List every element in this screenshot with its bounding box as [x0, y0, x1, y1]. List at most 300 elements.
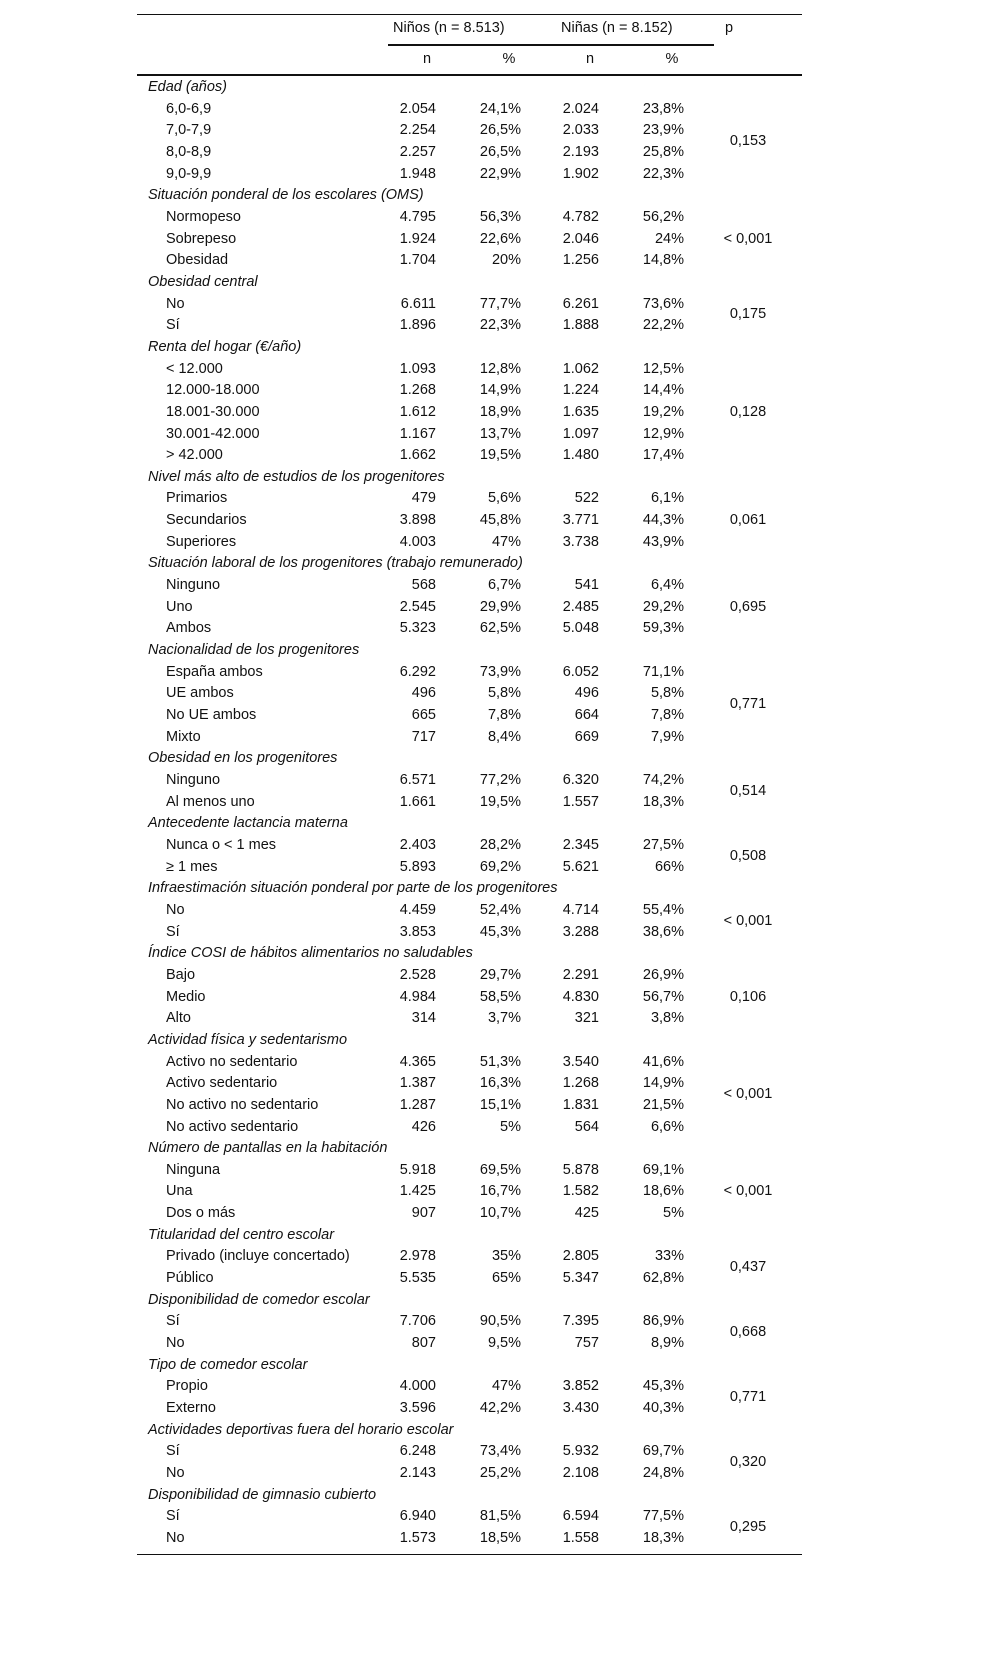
p-value-cell: 0,437	[729, 1259, 767, 1276]
table-row	[137, 1528, 802, 1550]
boys-pct-cell: 58,5%	[479, 988, 521, 1005]
variable-group	[137, 1290, 802, 1355]
girls-pct-cell: 27,5%	[642, 836, 684, 853]
boys-n-cell: 3.853	[399, 923, 436, 940]
row-label: Sí	[166, 923, 180, 940]
variable-group	[137, 640, 802, 748]
row-label: 7,0-7,9	[166, 122, 212, 139]
boys-pct-cell: 5%	[500, 1118, 521, 1135]
boys-pct-cell: 16,3%	[479, 1075, 521, 1092]
row-label: Nunca o < 1 mes	[166, 836, 277, 853]
boys-pct-cell: 7,8%	[487, 707, 521, 724]
header-bottom-rule	[137, 74, 802, 76]
row-label: Normopeso	[166, 208, 241, 225]
category-row	[137, 878, 802, 900]
girls-n-cell: 2.046	[562, 230, 599, 247]
table-row	[137, 1398, 802, 1420]
category-row	[137, 185, 802, 207]
category-label: Renta del hogar (€/año)	[148, 338, 302, 355]
table-row	[137, 294, 802, 316]
boys-n-cell: 2.978	[399, 1248, 436, 1265]
table-row	[137, 922, 802, 944]
category-row	[137, 943, 802, 965]
girls-n-cell: 5.878	[562, 1161, 599, 1178]
category-label: Nacionalidad de los progenitores	[148, 642, 360, 659]
boys-pct-cell: 73,9%	[479, 663, 521, 680]
boys-pct-cell: 77,7%	[479, 295, 521, 312]
boys-n-cell: 7.706	[399, 1313, 436, 1330]
girls-pct-cell: 14,9%	[642, 1075, 684, 1092]
table-row	[137, 402, 802, 424]
row-label: España ambos	[166, 663, 263, 680]
table-row	[137, 1463, 802, 1485]
boys-pct-cell: 12,8%	[479, 360, 521, 377]
table-row	[137, 1376, 802, 1398]
girls-pct-cell: 69,7%	[642, 1443, 684, 1460]
boys-pct-cell: 69,2%	[479, 858, 521, 875]
girls-n-cell: 1.831	[562, 1096, 599, 1113]
girls-pct-cell: 6,1%	[650, 490, 684, 507]
girls-pct-cell: 12,9%	[642, 425, 684, 442]
girls-pct-cell: 29,2%	[642, 598, 684, 615]
boys-pct-cell: 10,7%	[479, 1205, 521, 1222]
table-top-rule	[137, 14, 802, 15]
row-label: No UE ambos	[166, 707, 257, 724]
girls-n-cell: 5.048	[562, 620, 599, 637]
row-label: Propio	[166, 1378, 208, 1395]
table-row	[137, 359, 802, 381]
boys-n-cell: 314	[411, 1010, 436, 1027]
girls-pct-cell: 5,8%	[650, 685, 684, 702]
boys-n-cell: 1.167	[399, 425, 436, 442]
table-row	[137, 1160, 802, 1182]
p-value-cell: 0,153	[729, 133, 767, 150]
table-row	[137, 597, 802, 619]
row-label: ≥ 1 mes	[166, 858, 218, 875]
table-row	[137, 1506, 802, 1528]
boys-pct-cell: 52,4%	[479, 901, 521, 918]
boys-n-cell: 1.573	[399, 1529, 436, 1546]
table-row	[137, 727, 802, 749]
row-label: Ninguno	[166, 772, 221, 788]
boys-n-cell: 568	[411, 577, 436, 594]
boys-pct-cell: 16,7%	[479, 1183, 521, 1200]
girls-n-cell: 5.932	[562, 1443, 599, 1460]
boys-pct-cell: 20%	[491, 252, 521, 269]
category-row	[137, 1355, 802, 1377]
category-label: Edad (años)	[148, 79, 227, 95]
category-row	[137, 1420, 802, 1442]
row-label: Sí	[166, 317, 180, 334]
boys-n-cell: 6.611	[400, 295, 436, 312]
table-row	[137, 900, 802, 922]
variable-group	[137, 272, 802, 337]
category-label: Antecedente lactancia materna	[148, 815, 348, 832]
boys-n-cell: 2.254	[399, 122, 436, 139]
row-label: Obesidad	[166, 252, 229, 269]
girls-n-cell: 1.224	[562, 382, 599, 399]
table-row	[137, 683, 802, 705]
subheader-boys-n: n	[422, 51, 432, 67]
variable-group	[137, 185, 802, 272]
boys-pct-cell: 22,6%	[479, 230, 521, 247]
row-label: 6,0-6,9	[166, 100, 212, 117]
category-label: Actividad física y sedentarismo	[148, 1031, 348, 1048]
girls-pct-cell: 44,3%	[642, 512, 684, 529]
boys-pct-cell: 25,2%	[479, 1465, 521, 1481]
boys-n-cell: 5.323	[399, 620, 436, 637]
row-label: Sobrepeso	[166, 230, 237, 247]
girls-pct-cell: 19,2%	[642, 403, 684, 420]
header-group-rule	[388, 44, 714, 46]
boys-n-cell: 2.143	[399, 1465, 436, 1481]
category-row	[137, 337, 802, 359]
boys-n-cell: 479	[411, 490, 436, 507]
boys-pct-cell: 81,5%	[479, 1508, 521, 1525]
p-value-cell: < 0,001	[723, 912, 773, 929]
boys-n-cell: 717	[411, 728, 436, 745]
boys-pct-cell: 29,9%	[479, 598, 521, 615]
table-row	[137, 965, 802, 987]
girls-n-cell: 2.291	[562, 966, 599, 983]
girls-pct-cell: 17,4%	[642, 447, 684, 464]
girls-n-cell: 7.395	[562, 1313, 599, 1330]
girls-pct-cell: 7,9%	[650, 728, 684, 745]
girls-n-cell: 2.024	[562, 100, 599, 117]
table-row	[137, 1268, 802, 1290]
girls-n-cell: 2.033	[562, 122, 599, 139]
boys-pct-cell: 24,1%	[479, 100, 521, 117]
table-row	[137, 770, 802, 792]
girls-n-cell: 1.557	[562, 793, 599, 810]
girls-pct-cell: 33%	[654, 1248, 684, 1265]
p-value-cell: < 0,001	[723, 230, 773, 247]
boys-n-cell: 1.704	[399, 252, 436, 269]
girls-pct-cell: 43,9%	[642, 533, 684, 550]
boys-pct-cell: 51,3%	[479, 1053, 521, 1070]
girls-n-cell: 321	[574, 1010, 599, 1027]
row-label: Mixto	[166, 728, 201, 745]
variable-group	[137, 467, 802, 554]
boys-n-cell: 4.795	[399, 208, 436, 225]
boys-n-cell: 6.292	[399, 663, 436, 680]
girls-pct-cell: 18,6%	[642, 1183, 684, 1200]
p-value-cell: 0,295	[729, 1519, 767, 1536]
boys-pct-cell: 22,3%	[479, 317, 521, 334]
girls-n-cell: 664	[574, 707, 599, 724]
girls-n-cell: 6.320	[562, 772, 599, 788]
girls-pct-cell: 73,6%	[642, 295, 684, 312]
girls-n-cell: 1.558	[562, 1529, 599, 1546]
girls-pct-cell: 77,5%	[642, 1508, 684, 1525]
p-value-cell: 0,128	[729, 403, 767, 420]
table-row	[137, 1117, 802, 1139]
row-label: Activo no sedentario	[166, 1053, 298, 1070]
boys-n-cell: 2.403	[399, 836, 436, 853]
boys-n-cell: 907	[411, 1205, 436, 1222]
table-row	[137, 1333, 802, 1355]
girls-pct-cell: 40,3%	[642, 1400, 684, 1417]
row-label: Ambos	[166, 620, 212, 637]
boys-pct-cell: 28,2%	[479, 836, 521, 853]
boys-pct-cell: 18,9%	[479, 403, 521, 420]
category-label: Infraestimación situación ponderal por parte de los progenitores	[148, 880, 558, 897]
subheader-boys-pct: %	[502, 51, 516, 67]
category-row	[137, 1030, 802, 1052]
row-label: 9,0-9,9	[166, 165, 212, 182]
row-label: Ninguno	[166, 577, 221, 594]
boys-pct-cell: 77,2%	[479, 772, 521, 788]
girls-pct-cell: 86,9%	[642, 1313, 684, 1330]
table-row	[137, 510, 802, 532]
row-label: No	[166, 295, 185, 312]
girls-pct-cell: 18,3%	[642, 1529, 684, 1546]
girls-n-cell: 1.582	[562, 1183, 599, 1200]
boys-n-cell: 665	[411, 707, 436, 724]
table-row	[137, 380, 802, 402]
table-row	[137, 705, 802, 727]
boys-pct-cell: 8,4%	[487, 728, 521, 745]
boys-n-cell: 1.612	[399, 403, 436, 420]
p-value-cell: 0,106	[729, 988, 767, 1005]
boys-n-cell: 6.571	[399, 772, 436, 788]
table-row	[137, 1441, 802, 1463]
p-value-cell: 0,061	[729, 512, 767, 529]
girls-n-cell: 496	[574, 685, 599, 702]
category-label: Disponibilidad de comedor escolar	[148, 1291, 370, 1308]
boys-n-cell: 1.287	[399, 1096, 436, 1113]
table-row	[137, 792, 802, 814]
boys-n-cell: 807	[411, 1335, 436, 1352]
boys-n-cell: 4.459	[399, 901, 436, 918]
p-value-cell: 0,175	[729, 306, 767, 323]
boys-n-cell: 1.661	[399, 793, 436, 810]
p-value-cell: < 0,001	[723, 1086, 773, 1103]
boys-pct-cell: 73,4%	[479, 1443, 521, 1460]
table-row	[137, 662, 802, 684]
category-row	[137, 748, 802, 770]
boys-n-cell: 1.924	[399, 230, 436, 247]
table-header-row-1	[137, 20, 802, 42]
girls-n-cell: 2.345	[562, 836, 599, 853]
boys-pct-cell: 62,5%	[479, 620, 521, 637]
p-value-cell: 0,508	[729, 847, 767, 864]
girls-pct-cell: 62,8%	[642, 1270, 684, 1287]
table-row	[137, 207, 802, 229]
variable-group	[137, 943, 802, 1030]
girls-n-cell: 669	[574, 728, 599, 745]
row-label: Activo sedentario	[166, 1075, 278, 1092]
category-row	[137, 813, 802, 835]
table-header-row-2	[137, 51, 802, 73]
category-label: Índice COSI de hábitos alimentarios no saludables	[148, 945, 473, 962]
girls-pct-cell: 66%	[654, 858, 684, 875]
boys-n-cell: 6.248	[399, 1443, 436, 1460]
boys-n-cell: 6.940	[399, 1508, 436, 1525]
row-label: Al menos uno	[166, 793, 255, 810]
row-label: Sí	[166, 1313, 180, 1330]
girls-n-cell: 1.268	[562, 1075, 599, 1092]
girls-n-cell: 757	[574, 1335, 599, 1352]
category-row	[137, 1290, 802, 1312]
girls-pct-cell: 45,3%	[642, 1378, 684, 1395]
boys-n-cell: 4.000	[399, 1378, 436, 1395]
girls-n-cell: 6.261	[562, 295, 599, 312]
girls-pct-cell: 24%	[654, 230, 684, 247]
table-body	[137, 77, 802, 1550]
p-value-cell: 0,514	[729, 782, 767, 799]
category-label: Situación laboral de los progenitores (trabajo remunerado)	[148, 555, 523, 572]
row-label: UE ambos	[166, 685, 234, 702]
girls-n-cell: 1.902	[562, 165, 599, 182]
boys-pct-cell: 56,3%	[479, 208, 521, 225]
girls-pct-cell: 5%	[663, 1205, 684, 1222]
boys-n-cell: 2.545	[399, 598, 436, 615]
boys-pct-cell: 18,5%	[479, 1529, 521, 1546]
p-value-cell: 0,695	[729, 598, 767, 615]
girls-pct-cell: 12,5%	[642, 360, 684, 377]
boys-n-cell: 1.425	[399, 1183, 436, 1200]
girls-n-cell: 6.052	[562, 663, 599, 680]
girls-pct-cell: 25,8%	[642, 143, 684, 160]
row-label: Externo	[166, 1400, 216, 1417]
boys-n-cell: 2.257	[399, 143, 436, 160]
table-row	[137, 987, 802, 1009]
category-label: Número de pantallas en la habitación	[148, 1140, 388, 1157]
variable-group	[137, 813, 802, 878]
row-label: < 12.000	[166, 360, 223, 377]
boys-pct-cell: 19,5%	[479, 793, 521, 810]
girls-n-cell: 1.888	[562, 317, 599, 334]
row-label: No	[166, 901, 185, 918]
boys-n-cell: 5.893	[399, 858, 436, 875]
girls-n-cell: 2.108	[562, 1465, 599, 1481]
header-group-girls: Niñas (n = 8.152)	[561, 20, 673, 36]
variable-group	[137, 1355, 802, 1420]
variable-group	[137, 1420, 802, 1485]
girls-n-cell: 3.540	[562, 1053, 599, 1070]
p-value-cell: 0,771	[729, 1389, 767, 1406]
girls-n-cell: 4.782	[562, 208, 599, 225]
table-row	[137, 575, 802, 597]
p-value-cell: 0,668	[729, 1324, 767, 1341]
girls-n-cell: 541	[574, 577, 599, 594]
category-row	[137, 77, 802, 99]
girls-n-cell: 2.485	[562, 598, 599, 615]
girls-pct-cell: 14,4%	[642, 382, 684, 399]
girls-pct-cell: 26,9%	[642, 966, 684, 983]
boys-pct-cell: 47%	[491, 533, 521, 550]
boys-n-cell: 2.054	[399, 100, 436, 117]
boys-pct-cell: 6,7%	[487, 577, 521, 594]
boys-pct-cell: 5,6%	[487, 490, 521, 507]
category-label: Nivel más alto de estudios de los progenitores	[148, 468, 445, 485]
boys-pct-cell: 35%	[491, 1248, 521, 1265]
variable-group	[137, 1138, 802, 1225]
girls-n-cell: 3.430	[562, 1400, 599, 1417]
row-label: Superiores	[166, 533, 237, 550]
table-bottom-rule	[137, 1554, 802, 1555]
row-label: Secundarios	[166, 512, 247, 529]
table-row	[137, 532, 802, 554]
row-label: Ninguna	[166, 1161, 221, 1178]
girls-n-cell: 1.062	[562, 360, 599, 377]
girls-pct-cell: 14,8%	[642, 252, 684, 269]
p-value-cell: 0,771	[729, 696, 767, 713]
boys-pct-cell: 65%	[491, 1270, 521, 1287]
table-row	[137, 835, 802, 857]
girls-pct-cell: 18,3%	[642, 793, 684, 810]
row-label: Primarios	[166, 490, 228, 507]
row-label: No	[166, 1465, 185, 1481]
row-label: No	[166, 1529, 185, 1546]
category-row	[137, 640, 802, 662]
girls-pct-cell: 7,8%	[650, 707, 684, 724]
table-row	[137, 99, 802, 121]
girls-pct-cell: 8,9%	[650, 1335, 684, 1352]
row-label: Sí	[166, 1443, 180, 1460]
boys-pct-cell: 3,7%	[487, 1010, 521, 1027]
girls-n-cell: 1.097	[562, 425, 599, 442]
boys-n-cell: 426	[411, 1118, 436, 1135]
boys-pct-cell: 13,7%	[479, 425, 521, 442]
girls-pct-cell: 41,6%	[642, 1053, 684, 1070]
boys-pct-cell: 29,7%	[479, 966, 521, 983]
girls-pct-cell: 71,1%	[642, 663, 684, 680]
girls-n-cell: 3.288	[562, 923, 599, 940]
variable-group	[137, 1225, 802, 1290]
girls-n-cell: 425	[574, 1205, 599, 1222]
p-value-cell: 0,320	[729, 1454, 767, 1471]
row-label: No activo no sedentario	[166, 1096, 319, 1113]
header-group-boys: Niños (n = 8.513)	[393, 20, 505, 36]
row-label: 30.001-42.000	[166, 425, 260, 442]
girls-pct-cell: 74,2%	[642, 772, 684, 788]
variable-group	[137, 748, 802, 813]
girls-n-cell: 1.480	[562, 447, 599, 464]
boys-pct-cell: 45,8%	[479, 512, 521, 529]
variable-group	[137, 878, 802, 943]
boys-pct-cell: 9,5%	[487, 1335, 521, 1352]
row-label: Dos o más	[166, 1205, 236, 1222]
category-row	[137, 1225, 802, 1247]
boys-n-cell: 4.003	[399, 533, 436, 550]
boys-pct-cell: 42,2%	[479, 1400, 521, 1417]
category-label: Tipo de comedor escolar	[148, 1356, 308, 1373]
table-row	[137, 164, 802, 186]
category-row	[137, 553, 802, 575]
boys-pct-cell: 5,8%	[487, 685, 521, 702]
girls-pct-cell: 22,3%	[642, 165, 684, 182]
girls-n-cell: 5.347	[562, 1270, 599, 1287]
table-row	[137, 488, 802, 510]
variable-group	[137, 553, 802, 640]
girls-pct-cell: 23,8%	[642, 100, 684, 117]
category-row	[137, 467, 802, 489]
category-label: Obesidad central	[148, 273, 258, 290]
category-row	[137, 1138, 802, 1160]
girls-n-cell: 1.635	[562, 403, 599, 420]
boys-n-cell: 5.918	[399, 1161, 436, 1178]
girls-n-cell: 3.738	[562, 533, 599, 550]
boys-pct-cell: 26,5%	[479, 122, 521, 139]
boys-pct-cell: 19,5%	[479, 447, 521, 464]
boys-pct-cell: 45,3%	[479, 923, 521, 940]
category-label: Situación ponderal de los escolares (OMS)	[148, 187, 424, 204]
variable-group	[137, 337, 802, 467]
row-label: Uno	[166, 598, 193, 615]
row-label: Sí	[166, 1508, 180, 1525]
